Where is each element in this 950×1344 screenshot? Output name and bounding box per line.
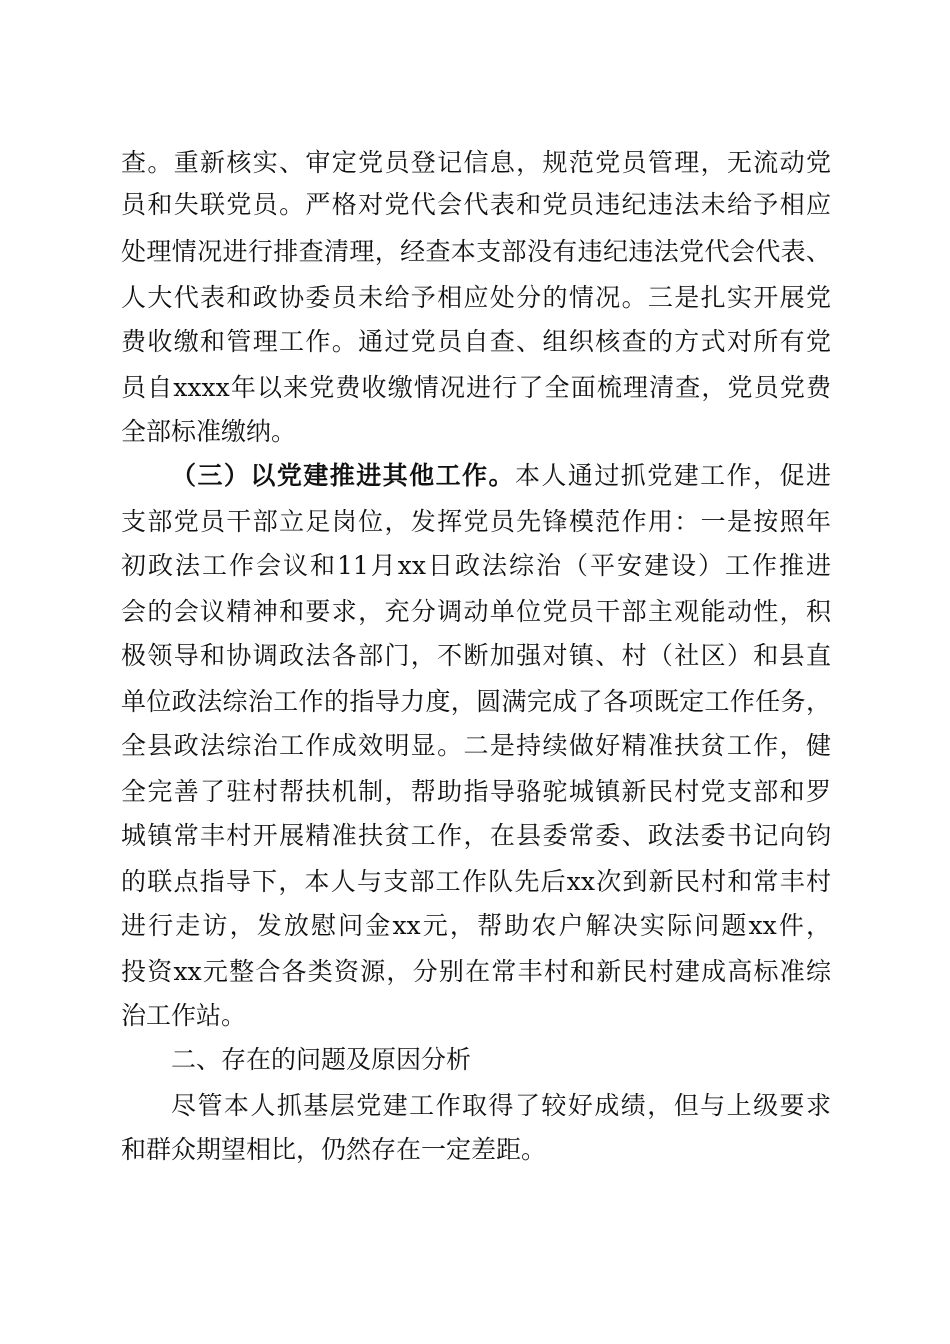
subsection-first-line-rest: 本人通过抓党建工作，促进 — [514, 461, 831, 490]
text-line: 城镇常丰村开展精准扶贫工作，在县委常委、政法委书记向钧 — [121, 821, 831, 850]
text-line: 人大代表和政协委员未给予相应处分的情况。三是扎实开展党 — [121, 283, 831, 312]
text-line: 投资xx元整合各类资源，分别在常丰村和新民村建成高标准综 — [121, 957, 831, 986]
subsection-first-line — [171, 456, 831, 496]
text-line: 的联点指导下，本人与支部工作队先后xx次到新民村和常丰村 — [121, 867, 831, 896]
text-line: 全部标准缴纳。 — [121, 417, 297, 446]
text-line: 治工作站。 — [121, 1001, 247, 1030]
text-line: 单位政法综治工作的指导力度，圆满完成了各项既定工作任务， — [121, 687, 831, 716]
text-line: 处理情况进行排查清理，经查本支部没有违纪违法党代会代表、 — [121, 237, 831, 266]
text-line: 尽管本人抓基层党建工作取得了较好成绩，但与上级要求 — [171, 1091, 831, 1120]
text-line: 初政法工作会议和11月xx日政法综治（平安建设）工作推进 — [121, 551, 831, 580]
text-line: 极领导和协调政法各部门，不断加强对镇、村（社区）和县直 — [121, 641, 831, 670]
text-line: 员自xxxx年以来党费收缴情况进行了全面梳理清查，党员党费 — [121, 373, 831, 402]
text-line: 查。重新核实、审定党员登记信息，规范党员管理，无流动党 — [121, 148, 831, 177]
subsection-heading: （三）以党建推进其他工作。 — [171, 461, 515, 490]
text-line: 进行走访，发放慰问金xx元，帮助农户解决实际问题xx件， — [121, 911, 831, 940]
text-line: 会的会议精神和要求，充分调动单位党员干部主观能动性，积 — [121, 597, 831, 626]
text-line: 全县政法综治工作成效明显。二是持续做好精准扶贫工作，健 — [121, 731, 831, 760]
text-line: 全完善了驻村帮扶机制，帮助指导骆驼城镇新民村党支部和罗 — [121, 777, 831, 806]
text-line: 和群众期望相比，仍然存在一定差距。 — [121, 1135, 547, 1164]
section-heading: 二、存在的问题及原因分析 — [171, 1045, 472, 1074]
text-line: 费收缴和管理工作。通过党员自查、组织核查的方式对所有党 — [121, 327, 831, 356]
text-line: 员和失联党员。严格对党代会代表和党员违纪违法未给予相应 — [121, 190, 831, 219]
text-line: 支部党员干部立足岗位，发挥党员先锋模范作用：一是按照年 — [121, 507, 831, 536]
